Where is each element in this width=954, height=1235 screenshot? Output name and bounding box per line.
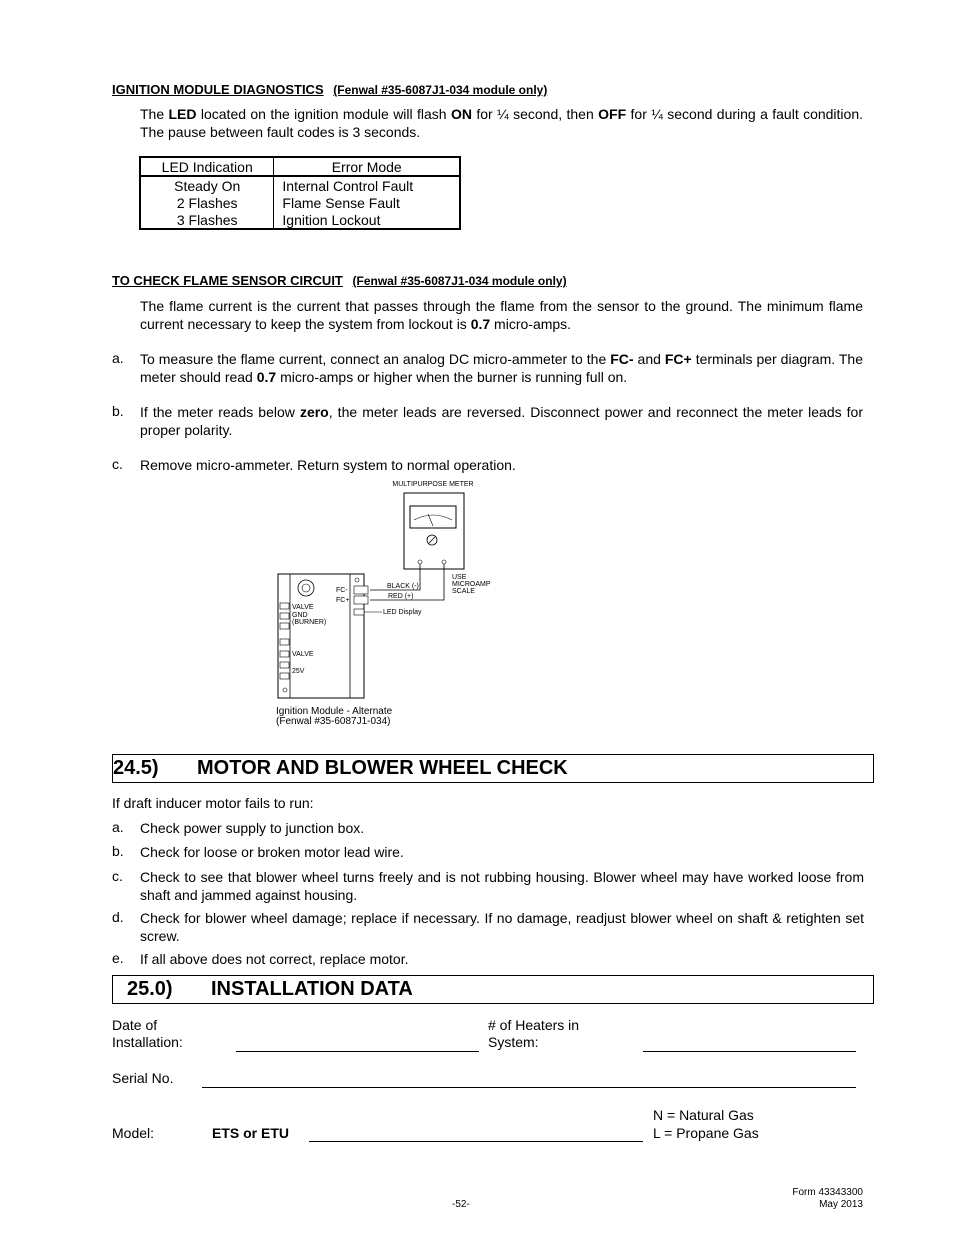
use-scale-label-1: USE [452, 574, 467, 581]
section-24-5-header [112, 754, 874, 783]
led-display-terminal [354, 609, 364, 615]
black-lead-label: BLACK (-) [387, 583, 419, 590]
section-title: INSTALLATION DATA [211, 978, 413, 1000]
item-letter: c. [112, 456, 123, 472]
form-number: Form 43343300 [792, 1187, 863, 1198]
meter-label: MULTIPURPOSE METER [392, 481, 474, 488]
table-header-row [140, 157, 460, 176]
date-field[interactable] [236, 1051, 479, 1052]
list-item: Check for blower wheel damage; replace if necessary. If no damage, readjust blower wheel on shaft & retighten set screw. [140, 910, 864, 944]
flame-title: TO CHECK FLAME SENSOR CIRCUIT [112, 273, 343, 288]
model-label: Model: [112, 1125, 155, 1141]
meter-display [410, 506, 456, 528]
meter-terminal-red [442, 560, 446, 564]
item-letter: d. [112, 909, 124, 925]
list-item: Check power supply to junction box. [140, 820, 365, 836]
section-number: 24.5) [113, 757, 159, 779]
date-label: Date of Installation: [112, 1017, 183, 1050]
gas-propane: L = Propane Gas [653, 1125, 759, 1141]
on-word: ON [450, 106, 472, 122]
fc-minus-terminal [354, 586, 368, 594]
valve-label-1: VALVE [292, 604, 314, 611]
page-number: -52- [452, 1199, 470, 1210]
use-scale-label-3: SCALE [452, 588, 475, 595]
section-25-0-header [112, 975, 874, 1004]
table-header-cell: LED Indication [140, 157, 274, 176]
table-cell: Flame Sense Fault [282, 194, 400, 211]
fc-plus-label: FC+ [336, 597, 350, 604]
flame-heading [112, 273, 567, 288]
motor-intro: If draft inducer motor fails to run: [112, 795, 314, 811]
led-indication-table [139, 156, 461, 230]
led-display-label: LED Display [383, 609, 422, 616]
flame-subtitle: (Fenwal #35-6087J1-034 module only) [352, 274, 567, 288]
burner-label: (BURNER) [292, 619, 327, 626]
model-prefix: ETS or ETU [212, 1125, 290, 1141]
section-number: 25.0) [127, 978, 173, 1000]
table-cell: Ignition Lockout [282, 211, 381, 228]
table-cell: 2 Flashes [140, 194, 274, 211]
led-word: LED [168, 106, 197, 122]
table-header-cell: Error Mode [274, 157, 460, 176]
item-letter: a. [112, 350, 124, 366]
form-info [760, 1187, 863, 1211]
heaters-field[interactable] [643, 1051, 856, 1052]
item-letter: b. [112, 843, 124, 859]
gnd-label: GND [292, 612, 308, 619]
heaters-label: # of Heaters in System: [488, 1017, 580, 1050]
list-item: Check to see that blower wheel turns freely and is not rubbing housing. Blower wheel may have worked loose from shaft and jammed against housing. [140, 869, 864, 903]
table-cell: Steady On [140, 176, 274, 194]
list-item: Check for loose or broken motor lead wire. [140, 844, 404, 860]
off-word: OFF [598, 106, 627, 122]
meter-terminal-black [418, 560, 422, 564]
flame-intro: The flame current is the current that passes through the flame from the sensor to the ground. The minimum flame current necessary to keep the system from lockout is 0.7 micro-amps. [140, 298, 863, 332]
item-letter: e. [112, 950, 124, 966]
use-scale-label-2: MICROAMP [452, 581, 491, 588]
table-row [140, 194, 460, 211]
table-row [140, 176, 460, 194]
form-date: May 2013 [819, 1199, 863, 1210]
model-field[interactable] [309, 1141, 643, 1142]
table-cell: 3 Flashes [140, 211, 274, 229]
valve-label-2: VALVE [292, 651, 314, 658]
item-letter: a. [112, 819, 124, 835]
table-row [140, 211, 460, 229]
fc-plus-terminal [354, 596, 368, 604]
flame-item-a: To measure the flame current, connect an analog DC micro-ammeter to the FC- and FC+ terminals per diagram. The meter should read 0.7 micro-amps or higher when the burner is running full on. [140, 351, 863, 385]
flame-item-c: Remove micro-ammeter. Return system to normal operation. [140, 457, 516, 473]
red-lead-label: RED (+) [388, 593, 414, 600]
flame-item-b: If the meter reads below zero, the meter leads are reversed. Disconnect power and reconnect the meter leads for proper polarity. [140, 404, 864, 438]
diagram-caption: Ignition Module - Alternate (Fenwal #35-6087J1-034) [276, 706, 393, 727]
ignition-subtitle: (Fenwal #35-6087J1-034 module only) [333, 83, 548, 97]
ignition-heading [112, 82, 547, 97]
fc-minus-label: FC- [336, 587, 348, 594]
ignition-module-body [278, 574, 364, 698]
meter-body [404, 493, 464, 569]
ignition-paragraph: The LED located on the ignition module will flash ON for ¼ second, then OFF for ¼ second during a fault condition. The pause between fault codes is 3 seconds. [140, 106, 864, 140]
serial-label: Serial No. [112, 1070, 174, 1086]
section-title: MOTOR AND BLOWER WHEEL CHECK [197, 757, 568, 779]
wiring-diagram [270, 476, 500, 706]
list-item: If all above does not correct, replace motor. [140, 951, 409, 967]
table-cell: Internal Control Fault [282, 177, 414, 194]
ignition-title: IGNITION MODULE DIAGNOSTICS [112, 82, 324, 97]
gas-natural: N = Natural Gas [653, 1107, 754, 1123]
serial-field[interactable] [202, 1087, 856, 1088]
item-letter: b. [112, 403, 124, 419]
gas-type-legend [653, 1106, 759, 1142]
item-letter: c. [112, 868, 123, 884]
v25-label: 25V [292, 668, 305, 675]
